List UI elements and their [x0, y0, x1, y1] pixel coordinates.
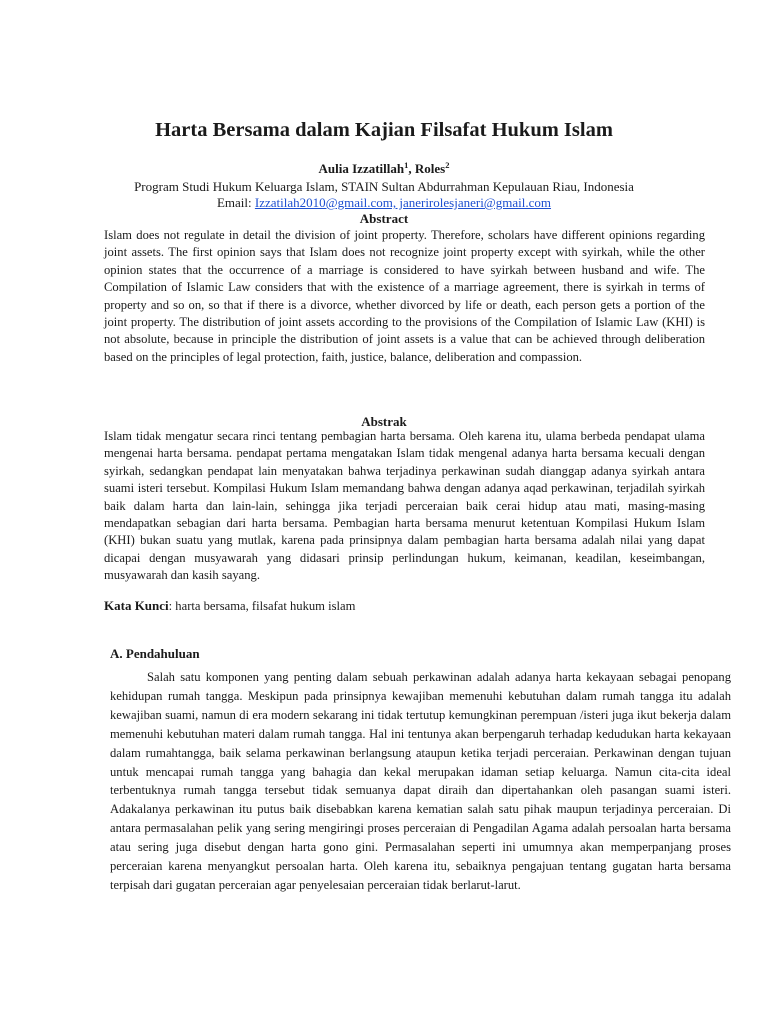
author-separator: , — [408, 161, 415, 176]
author-line — [0, 160, 768, 177]
paper-title: Harta Bersama dalam Kajian Filsafat Hukum Islam — [155, 119, 613, 141]
email-line — [0, 194, 768, 211]
email-label: Email: — [216, 195, 255, 210]
section-heading-pendahuluan: A. Pendahuluan — [110, 646, 200, 661]
abstract-heading: Abstract — [359, 211, 409, 226]
abstrak-text: Islam tidak mengatur secara rinci tentang pembagian harta bersama. Oleh karena itu, ulama berbeda pendapat ulama mengenai harta bersama. pendapat pertama mengatakan Islam tidak mengenal adanya harta bersama kecuali dengan syirkah, sedangkan pendapat lain menyatakan bahwa terjadinya perkawinan sudah dianggap adanya syirkah antara suami isteri tersebut. Kompilasi Hukum Islam memandang bahwa dengan adanya aqad perkawinan, terjadilah syirkah baik dalam harta dan lain-lain, sehingga jika terjadi perceraian baik cerai hidup atau mati, masing-masing mendapatkan sebagian dari harta bersama. Pembagian harta bersama menurut ketentuan Kompilasi Hukum Islam (KHI) bukan suatu yang mutlak, karena pada prinsipnya dalam pembagian harta bersama adalah nilai yang dapat dicapai dengan musyawarah yang didasari prinsip perlindungan hukum, keimanan, keadilan, keseimbangan, musyawarah dan kasih sayang. — [104, 429, 705, 583]
author-name-1: Aulia Izzatillah — [318, 161, 405, 176]
author-name-2: Roles — [414, 161, 446, 176]
keywords-label: Kata Kunci — [104, 598, 169, 613]
affiliation: Program Studi Hukum Keluarga Islam, STAIN Sultan Abdurrahman Kepulauan Riau, Indonesia — [134, 179, 634, 194]
abstrak-heading: Abstrak — [361, 414, 407, 429]
keywords-text: : harta bersama, filsafat hukum islam — [168, 599, 356, 613]
email-link[interactable]: Izzatilah2010@gmail.com, janerirolesjaneri@gmail.com — [254, 195, 552, 210]
pendahuluan-paragraph: Salah satu komponen yang penting dalam sebuah perkawinan adalah adanya harta kekayaan sebagai penopang kehidupan rumah tangga. Meskipun pada prinsipnya kewajiban memenuhi kebutuhan dalam rumah tangga itu adalah kewajiban suami, namun di era modern sekarang ini tidak tertutup kemungkinan perempuan /isteri juga ikut bekerja dalam memenuhi kebutuhan materi dalam rumah tangga. Hal ini tentunya akan berpengaruh terhadap kedudukan harta kekayaan dalam rumahtangga, baik selama perkawinan berlangsung ataupun ketika terjadi perceraian. Perkawinan dengan tujuan untuk mencapai rumah tangga yang bahagia dan kekal merupakan idaman setiap keluarga. Namun cita-cita ideal terbentuknya rumah tangga tersebut tidak semuanya dapat diraih dan dipertahankan oleh pasangan suami isteri. Adakalanya perkawinan itu putus baik disebabkan karena kematian salah satu pihak maupun terjadinya perceraian. Di antara permasalahan pelik yang sering mengiringi proses perceraian di Pengadilan Agama adalah persoalan harta bersama atau sering juga disebut dengan harta gono gini. Permasalahan seperti ini umumnya akan memperpanjang proses perceraian karena menyangkut persoalan harta. Oleh karena itu, sebaiknya pengajuan tentang gugatan harta bersama terpisah dari gugatan perceraian agar penyelesaian perceraian tidak berlarut-larut. — [110, 670, 731, 892]
keywords-line — [104, 597, 705, 615]
abstract-text: Islam does not regulate in detail the division of joint property. Therefore, scholars have different opinions regarding joint assets. The first opinion says that Islam does not recognize joint property except with syirkah, while the other opinion states that the occurrence of a marriage is considered to have syirkah between husband and wife. The Compilation of Islamic Law considers that with the existence of a marriage agreement, there is syirkah in terms of property and so on, so that if there is a divorce, whether divorced by life or death, each person gets a portion of the joint property. The distribution of joint assets according to the provisions of the Compilation of Islamic Law (KHI) is not absolute, because in principle the distribution of joint assets is a value that can be achieved through deliberation based on the principles of legal protection, faith, justice, balance, deliberation and compassion. — [104, 228, 705, 364]
author-affiliation-marker-1: 1 — [404, 160, 409, 170]
author-affiliation-marker-2: 2 — [445, 160, 450, 170]
